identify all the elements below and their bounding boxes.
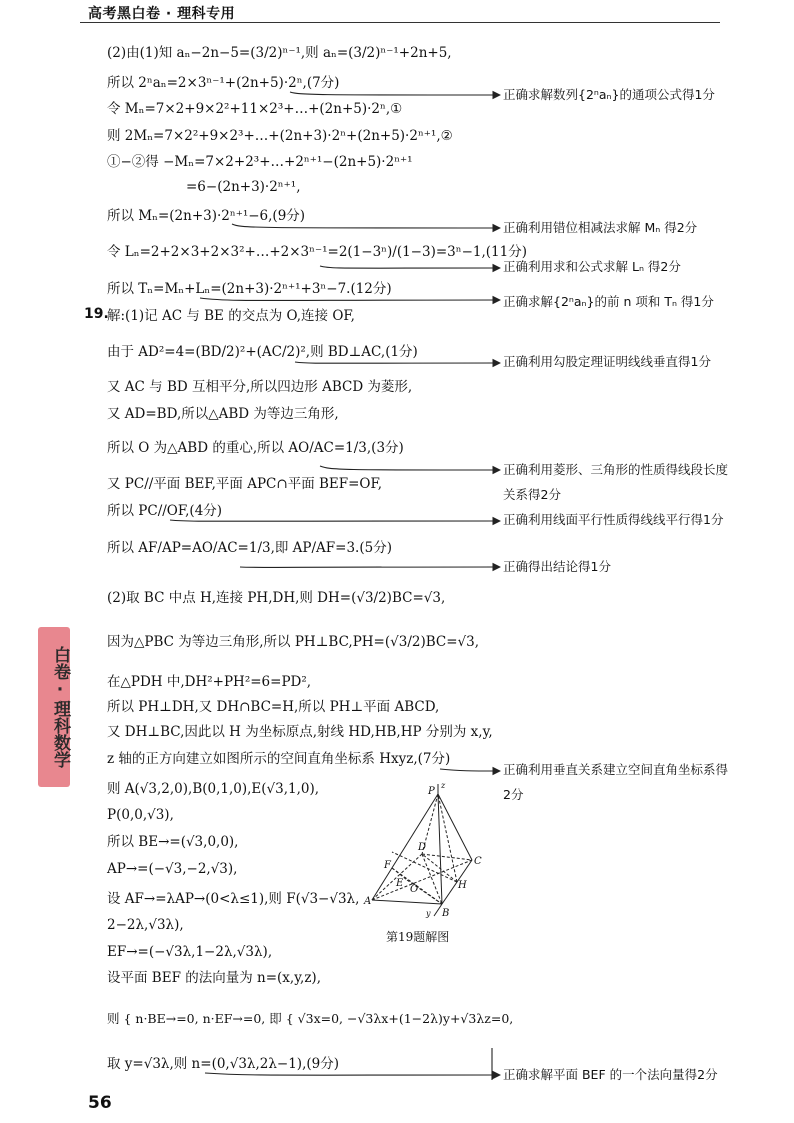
solution-line: 又 AD=BD,所以△ABD 为等边三角形, [107,406,339,422]
solution-line: =6−(2n+3)·2ⁿ⁺¹, [186,179,301,195]
side-tab-label: 白卷·理科数学 [50,646,70,768]
edge-pc [438,794,472,860]
solution-line: 则 { n·BE→=0, n·EF→=0, 即 { √3x=0, −√3λx+(1−2λ)y+√3λz=0, [107,1011,514,1026]
margin-note: 正确利用菱形、三角形的性质得线段长度 [503,462,729,477]
solution-line: AP→=(−√3,−2,√3), [107,861,238,877]
label-p: P [428,786,435,797]
edge-pa [372,794,438,900]
solution-line: 所以 AF/AP=AO/AC=1/3,即 AP/AF=3.(5分) [107,540,392,556]
solution-line: 设平面 BEF 的法向量为 n=(x,y,z), [107,970,321,986]
label-d: D [418,842,427,853]
solution-line: 所以 PH⊥DH,又 DH∩BC=H,所以 PH⊥平面 ABCD, [107,699,440,715]
solution-line: 令 Mₙ=7×2+9×2²+11×2³+…+(2n+5)·2ⁿ,① [107,101,403,117]
question-number: 19. [84,306,109,322]
edge-pb [438,794,442,904]
label-e: E [396,878,404,889]
margin-note: 正确求解数列{2ⁿaₙ}的通项公式得1分 [503,87,715,102]
solution-line: 所以 Mₙ=(2n+3)·2ⁿ⁺¹−6,(9分) [107,208,306,224]
margin-note: 正确得出结论得1分 [503,559,611,574]
label-c: C [474,856,482,867]
margin-note: 正确利用线面平行性质得线线平行得1分 [503,512,724,527]
solution-line: ①−②得 −Mₙ=7×2+2³+…+2ⁿ⁺¹−(2n+5)·2ⁿ⁺¹ [107,154,413,170]
margin-note: 2分 [503,787,524,802]
label-z: z [441,782,446,790]
solution-line: 因为△PBC 为等边三角形,所以 PH⊥BC,PH=(√3/2)BC=√3, [107,634,480,650]
solution-line: 所以 O 为△ABD 的重心,所以 AO/AC=1/3,(3分) [107,440,404,456]
solution-line: 设 AF→=λAP→(0<λ≤1),则 F(√3−√3λ, [107,891,360,907]
solution-line: 由于 AD²=4=(BD/2)²+(AC/2)²,则 BD⊥AC,(1分) [107,344,418,360]
solution-line: 在△PDH 中,DH²+PH²=6=PD², [107,674,312,690]
solution-line: 则 2Mₙ=7×2²+9×2³+…+(2n+3)·2ⁿ+(2n+5)·2ⁿ⁺¹,② [107,128,453,144]
label-y: y [426,909,431,918]
margin-note: 关系得2分 [503,487,561,502]
solution-line: 所以 PC//OF,(4分) [107,503,223,519]
solution-line: 又 DH⊥BC,因此以 H 为坐标原点,射线 HD,HB,HP 分别为 x,y, [107,724,493,740]
pyramid-figure [362,782,502,922]
solution-line: (2)取 BC 中点 H,连接 PH,DH,则 DH=(√3/2)BC=√3, [107,590,446,606]
label-o: O [410,884,419,895]
margin-note: 正确利用错位相减法求解 Mₙ 得2分 [503,220,698,235]
page-number: 56 [88,1093,112,1113]
solution-line: 2−2λ,√3λ), [107,917,184,933]
solution-line: EF→=(−√3λ,1−2λ,√3λ), [107,944,273,960]
margin-note: 正确利用垂直关系建立空间直角坐标系得 [503,762,729,777]
label-b: B [442,908,450,919]
label-a: A [364,896,372,907]
solution-line: 解:(1)记 AC 与 BE 的交点为 O,连接 OF, [107,308,355,324]
label-h: H [458,880,467,891]
solution-line: 所以 BE→=(√3,0,0), [107,834,239,850]
solution-line: 则 A(√3,2,0),B(0,1,0),E(√3,1,0), [107,781,320,797]
solution-line: 令 Lₙ=2+2×3+2×3²+…+2×3ⁿ⁻¹=2(1−3ⁿ)/(1−3)=3ⁿ−1,(11分) [107,244,527,260]
margin-note: 正确利用求和公式求解 Lₙ 得2分 [503,259,681,274]
solution-line: 所以 2ⁿaₙ=2×3ⁿ⁻¹+(2n+5)·2ⁿ,(7分) [107,75,340,91]
solution-line: 所以 Tₙ=Mₙ+Lₙ=(2n+3)·2ⁿ⁺¹+3ⁿ−7.(12分) [107,281,392,297]
figure-caption: 第19题解图 [386,930,450,944]
solution-line: P(0,0,√3), [107,807,174,823]
margin-note: 正确求解{2ⁿaₙ}的前 n 项和 Tₙ 得1分 [503,294,714,309]
solution-line: (2)由(1)知 aₙ−2n−5=(3/2)ⁿ⁻¹,则 aₙ=(3/2)ⁿ⁻¹+2n+5, [107,45,452,61]
header-title: 高考黑白卷 · 理科专用 [88,6,236,22]
solution-line: 又 PC//平面 BEF,平面 APC∩平面 BEF=OF, [107,476,383,492]
solution-line: 取 y=√3λ,则 n=(0,√3λ,2λ−1),(9分) [107,1056,339,1072]
solution-line: z 轴的正方向建立如图所示的空间直角坐标系 Hxyz,(7分) [107,751,451,767]
label-f: F [384,860,391,871]
margin-note: 正确利用勾股定理证明线线垂直得1分 [503,354,711,369]
solution-line: 又 AC 与 BD 互相平分,所以四边形 ABCD 为菱形, [107,379,413,395]
margin-note: 正确求解平面 BEF 的一个法向量得2分 [503,1067,718,1082]
